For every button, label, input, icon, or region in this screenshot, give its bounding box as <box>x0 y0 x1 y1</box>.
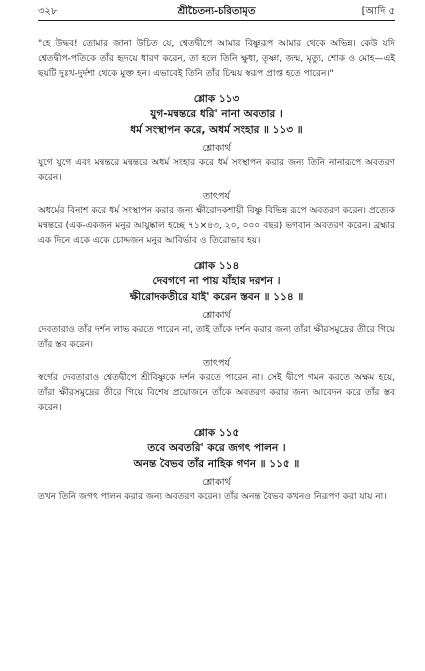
translation-text: দেবতারাও তাঁর দর্শন লাভ করতে পারেন না, তাই তাঁকে দর্শন করার জন্য তাঁরা ক্ষীরসমুদ্রের তীরে গিয়ে তাঁর স্তব করেন। <box>38 325 395 350</box>
purport-label: তাৎপর্য <box>203 358 230 369</box>
verse-line: যুগ-মন্বন্তরে ধরি' নানা অবতার । <box>150 108 283 120</box>
verse-section-113 <box>38 92 395 249</box>
verse-heading: শ্লোক ১১৫ <box>193 427 240 439</box>
verse-section-114 <box>38 259 395 416</box>
verse-line: ধর্ম সংস্থাপন করে, অধর্ম সংহার ॥ ১১৩ ॥ <box>130 124 303 136</box>
translation-label: শ্লোকার্থ <box>202 477 231 488</box>
purport-text: অধর্মের বিনাশ করে ধর্ম সংস্থাপন করার জন্য ক্ষীরোদকশায়ী বিষ্ণু বিভিন্ন রূপে অবতরণ করেন। প্রত্যেক মন্বন্তরে (এক-একজন মনুর আয়ুষ্কাল হচ্ছে ৭১×৪৩, ২০, ০০০ বছর) ভগবান অবতরণ করেন। ব্রহ্মার এক দিনে একে একে চোদ্দজন মনুর আবির্ভাব ও তিরোভাব হয়। <box>38 206 395 246</box>
chapter-reference: [আদি ৫ <box>361 6 395 17</box>
verse-section-115 <box>38 426 395 505</box>
translation-text: যুগে যুগে এবং মন্বন্তরে মন্বন্তরে অধর্ম সংহার করে ধর্ম সংস্থাপন করার জন্য তিনি নানারূপে অবতরণ করেন। <box>38 158 395 183</box>
verse-line: অনন্ত বৈভব তাঁর নাহিক গণন ॥ ১১৫ ॥ <box>133 458 300 470</box>
verse-heading: শ্লোক ১১৩ <box>193 93 240 105</box>
verse-line: তবে অবতরি' করে জগৎ পালন । <box>147 442 286 454</box>
verse-line: ক্ষীরোদকতীরে যাই' করেন স্তবন ॥ ১১৪ ॥ <box>129 291 304 303</box>
translation-label: শ্লোকার্থ <box>202 143 231 154</box>
page-header <box>38 0 395 25</box>
verse-heading: শ্লোক ১১৪ <box>193 260 240 272</box>
purport-text: স্বর্গের দেবতারাও শ্বেতদ্বীপে শ্রীবিষ্ণুকে দর্শন করতে পারেন না। সেই দ্বীপে গমন করতে অক্ষম হয়ে, তাঁরা ক্ষীরসমুদ্রের তীরে গিয়ে বিশেষ প্রয়োজনে তাঁকে অবতরণ করার জন্য আবেদন করে তাঁর স্তব করেন। <box>38 373 395 413</box>
intro-paragraph: "হে উদ্ধব! তোমার জানা উচিত যে, শ্বেতদ্বীপে আমার বিষ্ণুরূপ আমার থেকে অভিন্ন। কেউ যদি শ্বেতদ্বীপ-পতিকে তাঁর হৃদয়ে ধারণ করেন, তা হলে তিনি ক্ষুধা, তৃষ্ণা, জন্ম, মৃত্যু, শোক ও মোহ—এই ছয়টি দুঃখ-দুর্দশা থেকে মুক্ত হন। এভাবেই তিনি তাঁর চিন্ময় স্বরূপ প্রাপ্ত হতে পারেন।" <box>38 39 395 79</box>
header-rule <box>38 20 395 21</box>
running-title: শ্রীচৈতন্য-চরিতামৃত <box>177 6 256 17</box>
verse-line: দেবগণে না পায় যাঁহার দরশন । <box>152 275 281 287</box>
purport-label: তাৎপর্য <box>203 191 230 202</box>
page-number: ৩২৮ <box>38 6 58 17</box>
translation-label: শ্লোকার্থ <box>202 310 231 321</box>
translation-text: তখন তিনি জগৎ পালন করার জন্য অবতরণ করেন। তাঁর অনন্ত বৈভব কখনও নিরূপণ করা যায় না। <box>38 492 387 502</box>
